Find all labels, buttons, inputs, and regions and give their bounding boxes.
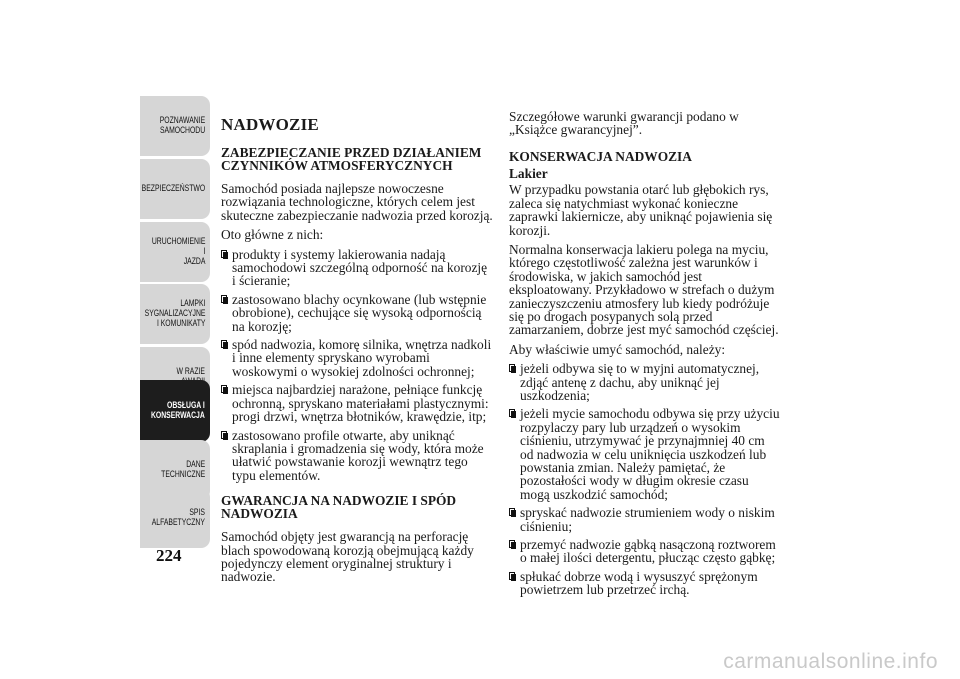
tab-label: SPIS ALFABETYCZNY xyxy=(151,507,205,528)
list-item xyxy=(509,570,781,597)
tab-label: POZNAWANIE SAMOCHODU xyxy=(159,115,205,136)
tab-spis-alfabetyczny[interactable] xyxy=(140,488,210,548)
list-item-text: zastosowano blachy ocynkowane (lub wstępnie obrobione), cechujące się wysoką odpornością na korozję; xyxy=(232,291,487,334)
paragraph: Aby właściwie umyć samochód, należy: xyxy=(509,341,726,357)
section-heading-maintenance: KONSERWACJA NADWOZIA xyxy=(509,148,692,164)
list-item xyxy=(221,383,493,423)
list-item-text: spód nadwozia, komorę silnika, wnętrza nadkoli i inne elementy spryskano wyrobami woskowymi o wysokiej zdolności ochronnej; xyxy=(232,337,492,379)
list-item xyxy=(221,248,493,288)
checkbox-bullet-icon xyxy=(509,508,515,516)
tab-label: OBSŁUGA I KONSERWACJA xyxy=(151,400,205,421)
paragraph: Oto główne z nich: xyxy=(221,227,324,243)
tab-poznawanie-samochodu[interactable] xyxy=(140,96,210,156)
checkbox-bullet-icon xyxy=(221,295,227,303)
list-item xyxy=(509,538,781,565)
list-item xyxy=(221,338,493,378)
list-item-text: miejsca najbardziej narażone, pełniące funkcję ochronną, spryskano materiałami plastycznymi: progi drzwi, wnętrza błotników, krawędzie, itp; xyxy=(232,382,489,425)
left-column xyxy=(221,110,493,590)
paragraph: Samochód posiada najlepsze nowoczesne rozwiązania technologiczne, których celem jest skuteczne zabezpieczanie nadwozia przed korozją. xyxy=(221,181,493,223)
checkbox-bullet-icon xyxy=(221,340,227,348)
section-heading-warranty: GWARANCJA NA NADWOZIE I SPÓD NADWOZIA xyxy=(221,493,457,521)
list-item-text: jeżeli mycie samochodu odbywa się przy użyciu rozpylaczy pary lub urządzeń o wysokim ciśnieniu, utrzymywać je przynajmniej 40 cm od nadwozia w celu uniknięcia uszkodzeń lub powstania zmian. Należy pamiętać, że pozostałości wody w długim okresie czasu mogą uszkodzić samochód; xyxy=(520,406,780,502)
checkbox-bullet-icon xyxy=(509,540,515,548)
paragraph: Normalna konserwacja lakieru polega na myciu, którego częstotliwość zależna jest warunków i środowiska, w jakich samochód jest eksploatowany. Przykładowo w strefach o dużym zanieczyszczeniu atmosfery lub kiedy podróżuje się po drogach posypanych solą przed zamarzaniem, dobrze jest myć samochód częściej. xyxy=(509,241,779,338)
checkbox-bullet-icon xyxy=(221,385,227,393)
watermark: carmanualsonline.info xyxy=(723,650,938,673)
list-item-text: jeżeli odbywa się to w myjni automatycznej, zdjąć antenę z dachu, aby uniknąć jej uszkodzenia; xyxy=(520,361,760,403)
checkbox-bullet-icon xyxy=(509,364,515,372)
tab-lampki-sygnalizacyjne[interactable] xyxy=(140,284,210,344)
checkbox-bullet-icon xyxy=(221,431,227,439)
page-number: 224 xyxy=(156,546,182,565)
tab-obsluga-i-konserwacja[interactable] xyxy=(140,380,210,442)
bullet-list xyxy=(509,362,781,597)
tab-bezpieczenstwo[interactable] xyxy=(140,159,210,219)
paragraph: Szczegółowe warunki gwarancji podano w „Książce gwarancyjnej”. xyxy=(509,109,739,138)
list-item-text: spłukać dobrze wodą i wysuszyć sprężonym powietrzem lub przetrzeć irchą. xyxy=(520,568,758,598)
list-item xyxy=(509,362,781,402)
checkbox-bullet-icon xyxy=(509,409,515,417)
list-item xyxy=(509,506,781,533)
list-item-text: przemyć nadwozie gąbką nasączoną roztworem o małej ilości detergentu, płucząc często gąbkę; xyxy=(520,537,776,566)
list-item xyxy=(509,407,781,501)
page-title: NADWOZIE xyxy=(221,115,319,134)
bullet-list xyxy=(221,248,493,483)
tab-label: LAMPKI SYGNALIZACYJNE I KOMUNIKATY xyxy=(144,298,205,329)
tab-label: DANE TECHNICZNE xyxy=(160,459,205,480)
list-item-text: produkty i systemy lakierowania nadają samochodowi szczególną odporność na korozję i ścieranie; xyxy=(232,246,488,289)
list-item-text: spryskać nadwozie strumieniem wody o niskim ciśnieniu; xyxy=(520,505,775,534)
list-item xyxy=(221,293,493,333)
paragraph: W przypadku powstania otarć lub głębokich rys, zaleca się natychmiast wykonać konieczne zaprawki lakiernicze, aby uniknąć pojawienia się korozji. xyxy=(509,182,773,238)
checkbox-bullet-icon xyxy=(221,250,227,258)
tab-label: BEZPIECZEŃSTWO xyxy=(141,183,205,194)
tab-label: W RAZIE xyxy=(176,366,205,377)
tab-label: URUCHOMIENIE I JAZDA xyxy=(151,236,205,267)
list-item-text: zastosowano profile otwarte, aby uniknąć skraplania i gromadzenia się wody, która może ułatwić powstawanie korozji wewnątrz tego typu elementów. xyxy=(232,427,484,483)
tab-uruchomienie-i-jazda[interactable] xyxy=(140,222,210,282)
sub-heading-paint: Lakier xyxy=(509,166,548,182)
list-item xyxy=(221,429,493,483)
paragraph: Samochód objęty jest gwarancją na perforację blach spowodowaną korozją obejmującą każdy pojedynczy element oryginalnej struktury i nadwozie. xyxy=(221,529,474,585)
right-column xyxy=(509,110,781,602)
section-heading-protection: ZABEZPIECZANIE PRZED DZIAŁANIEM CZYNNIKÓW ATMOSFERYCZNYCH xyxy=(221,145,482,173)
checkbox-bullet-icon xyxy=(509,572,515,580)
